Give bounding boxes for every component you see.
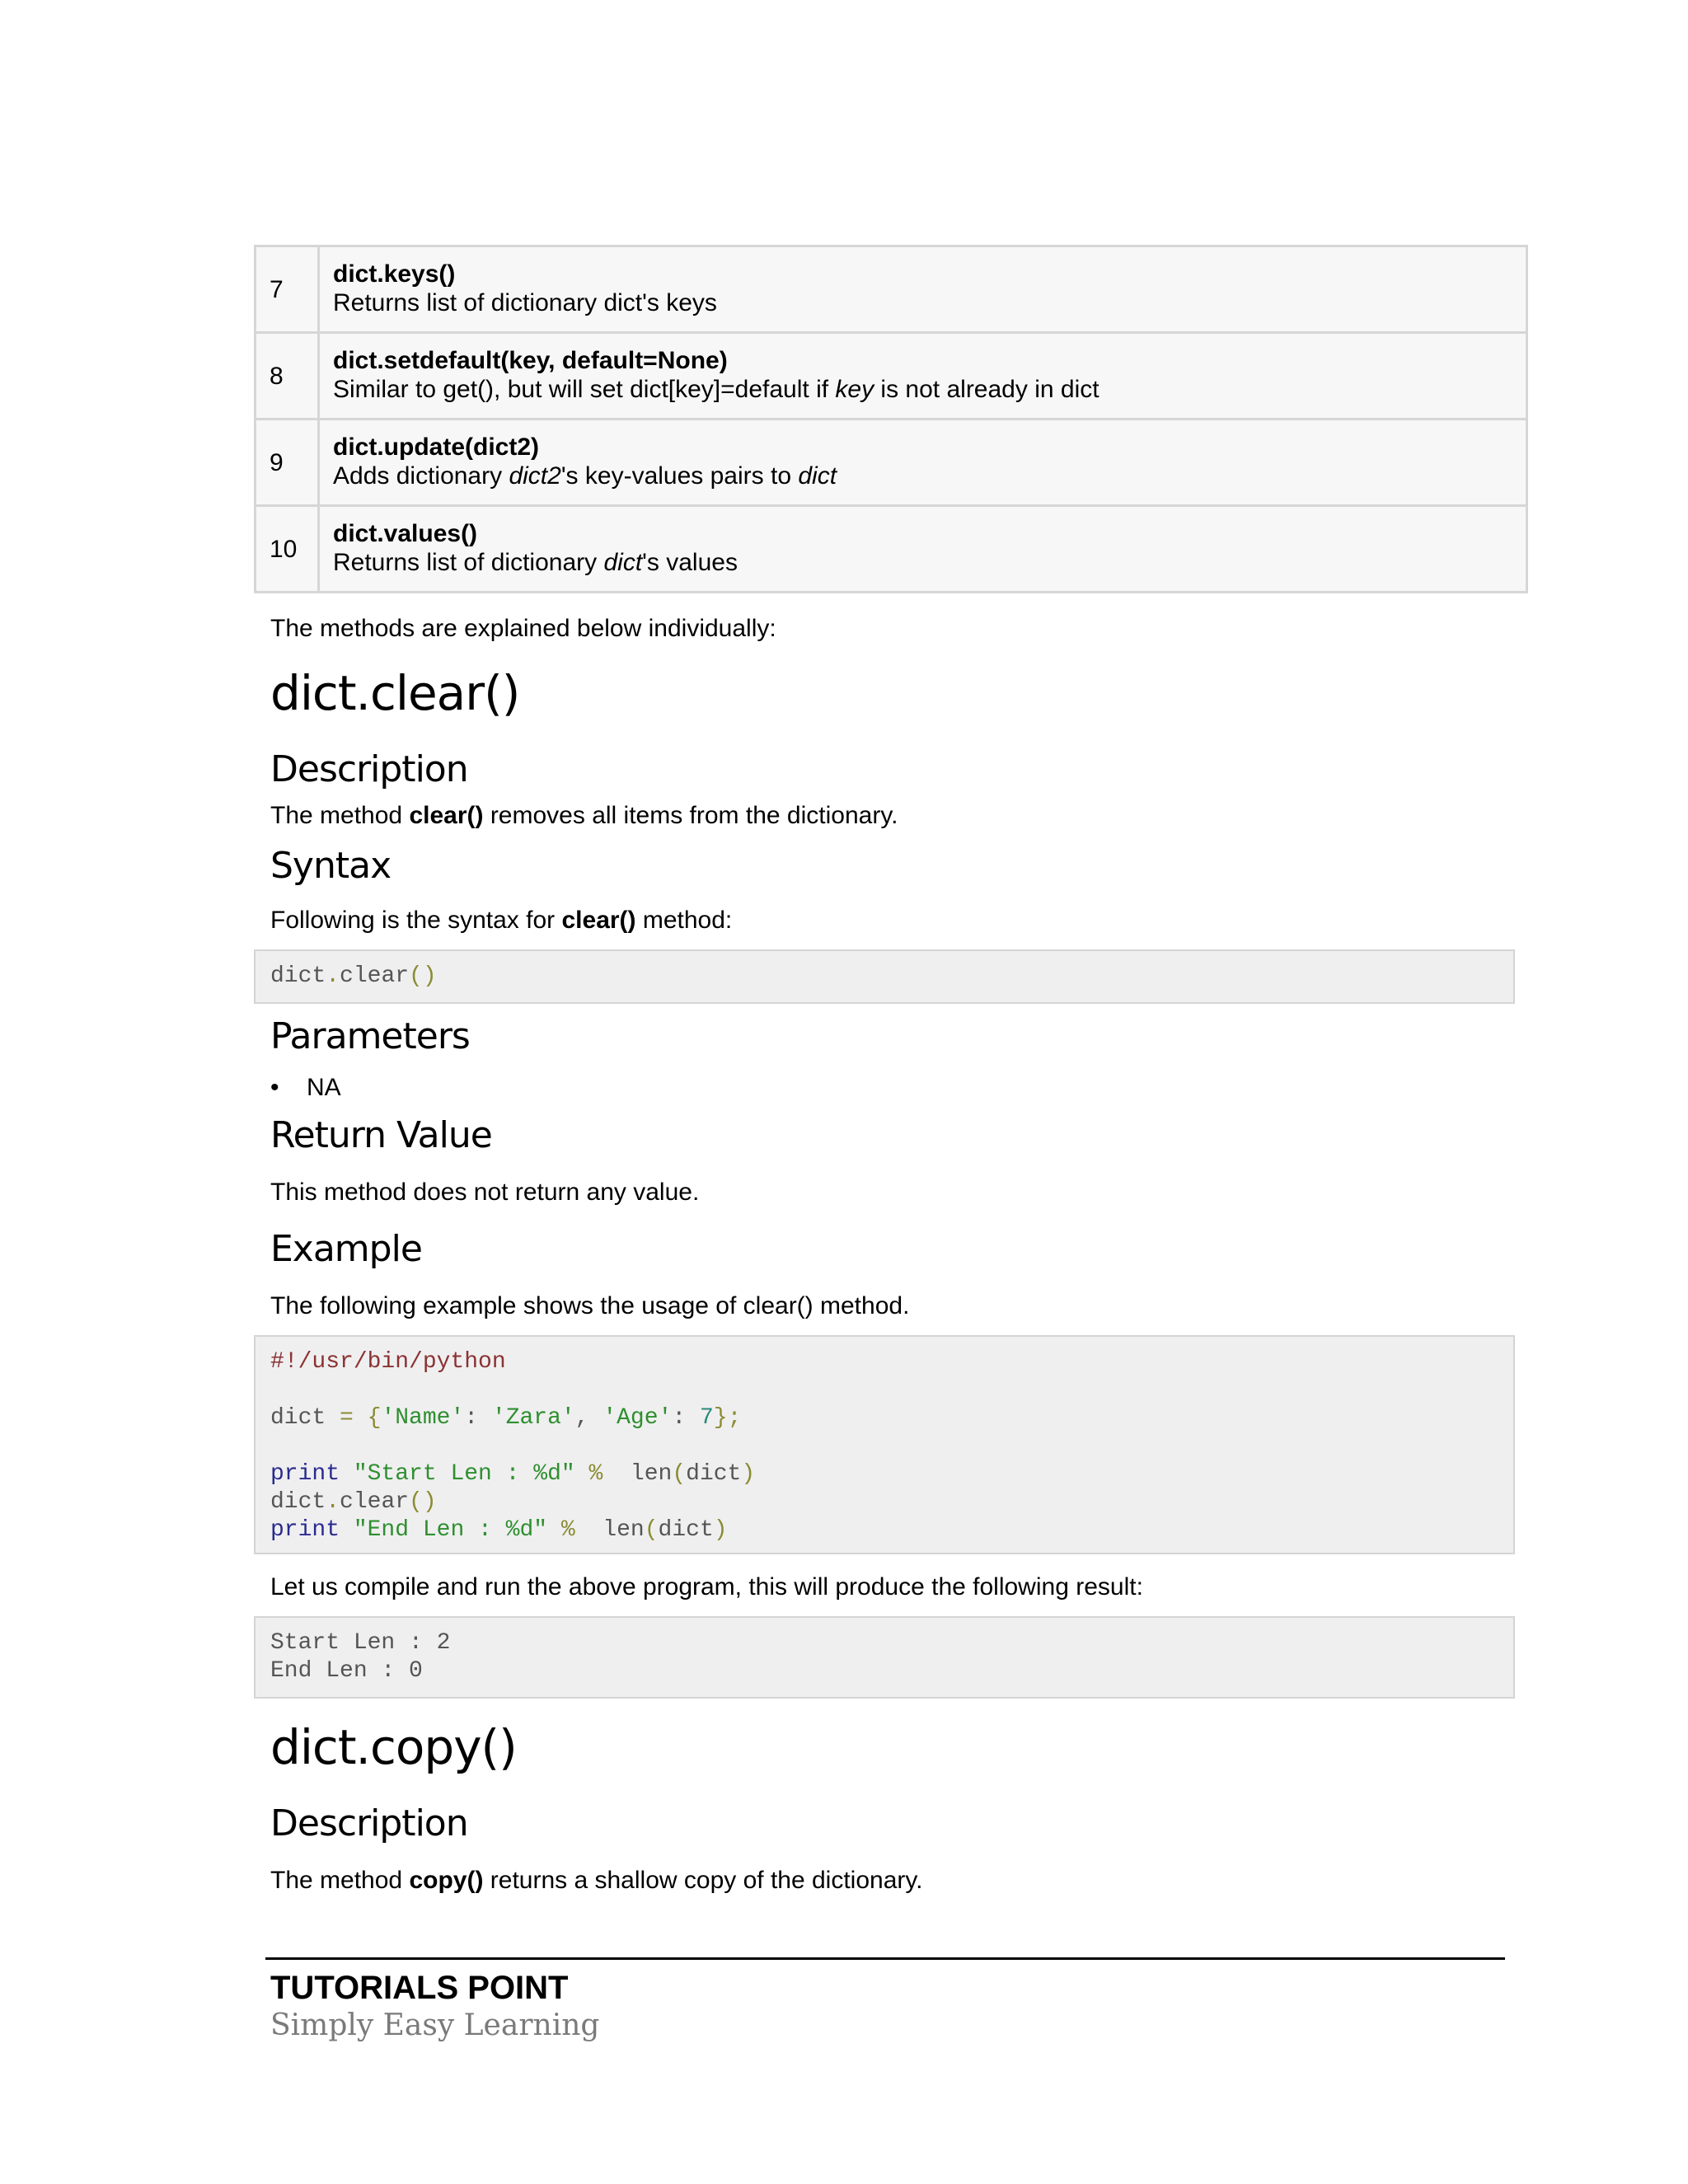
footer-divider — [265, 1957, 1505, 1960]
syntax-code-block: dict.clear() — [254, 949, 1515, 1004]
footer-brand: TUTORIALS POINT — [270, 1970, 569, 2006]
row-number: 10 — [256, 506, 319, 593]
table-row — [256, 246, 1527, 333]
table-row — [256, 419, 1527, 506]
clear-return-heading: Return Value — [270, 1114, 492, 1156]
table-row — [256, 333, 1527, 419]
row-description — [319, 419, 1527, 506]
table-row — [256, 506, 1527, 593]
clear-result-text: Let us compile and run the above program, this will produce the following result: — [270, 1573, 1143, 1601]
bullet-icon: • — [270, 1074, 279, 1101]
copy-description: The method copy() returns a shallow copy of the dictionary. — [270, 1867, 923, 1894]
example-code-block: #!/usr/bin/python dict = {'Name': 'Zara', 'Age': 7}; print "Start Len : %d" % len(dict) dict.clear() print "End Len : %d" % len(dict) — [254, 1335, 1515, 1554]
row-number: 8 — [256, 333, 319, 419]
copy-title: dict.copy() — [270, 1719, 517, 1775]
clear-description: The method clear() removes all items from the dictionary. — [270, 802, 898, 829]
footer-tagline: Simply Easy Learning — [270, 2008, 600, 2042]
clear-title: dict.clear() — [270, 665, 520, 721]
method-name: dict.values() — [333, 520, 478, 547]
row-description — [319, 246, 1527, 333]
methods-table — [254, 245, 1528, 593]
row-number: 9 — [256, 419, 319, 506]
method-name: dict.setdefault(key, default=None) — [333, 347, 728, 374]
method-text: Returns list of dictionary dict's keys — [333, 289, 717, 316]
copy-description-heading: Description — [270, 1802, 468, 1844]
clear-example-heading: Example — [270, 1228, 422, 1270]
clear-parameters-heading: Parameters — [270, 1015, 470, 1057]
list-item: • NA — [270, 1074, 341, 1101]
clear-return-text: This method does not return any value. — [270, 1179, 700, 1206]
method-text: Returns list of dictionary dict's values — [333, 549, 738, 576]
method-name: dict.update(dict2) — [333, 434, 540, 461]
row-description — [319, 506, 1527, 593]
method-name: dict.keys() — [333, 260, 456, 288]
intro-text: The methods are explained below individually: — [270, 615, 776, 642]
result-code-block: Start Len : 2 End Len : 0 — [254, 1616, 1515, 1699]
clear-syntax-heading: Syntax — [270, 845, 392, 887]
clear-description-heading: Description — [270, 748, 468, 790]
method-text: Adds dictionary dict2's key-values pairs to dict — [333, 462, 837, 490]
row-description — [319, 333, 1527, 419]
clear-example-text: The following example shows the usage of clear() method. — [270, 1292, 910, 1319]
row-number: 7 — [256, 246, 319, 333]
method-text: Similar to get(), but will set dict[key]=default if key is not already in dict — [333, 376, 1100, 403]
clear-syntax-text: Following is the syntax for clear() method: — [270, 907, 733, 934]
